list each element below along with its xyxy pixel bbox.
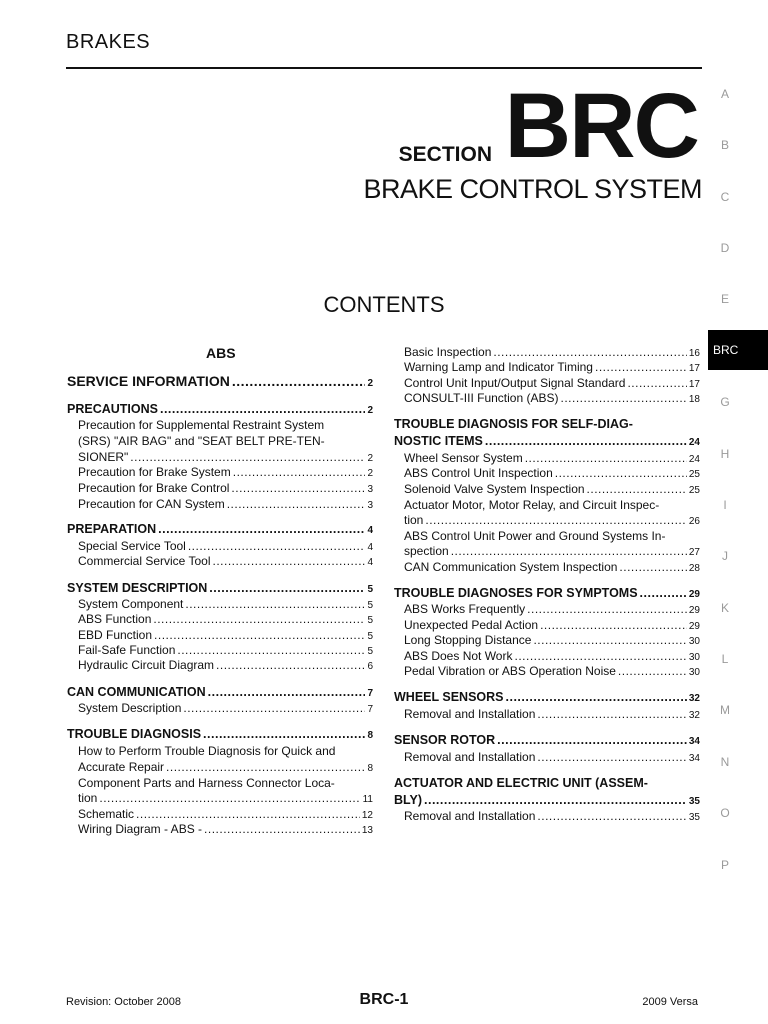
toc-entry-actuator-removal[interactable] (404, 809, 700, 823)
toc-entry-brake-control[interactable] (78, 481, 373, 495)
toc-entry-label: Special Service Tool (78, 539, 186, 553)
toc-entry-schematic[interactable] (78, 807, 373, 821)
toc-entry-label: ABS Works Frequently (404, 602, 526, 616)
toc-entry-page: 4 (367, 557, 373, 568)
toc-entry-system-description[interactable] (67, 581, 373, 595)
toc-entry-page: 18 (688, 394, 700, 405)
toc-entry-label: NOSTIC ITEMS (394, 434, 483, 448)
toc-entry-commercial-tool[interactable] (78, 554, 373, 568)
contents-heading: CONTENTS (323, 292, 445, 317)
toc-entry-page: 17 (688, 379, 700, 390)
toc-entry-label: Precaution for Brake Control (78, 481, 230, 495)
toc-entry-label: Control Unit Input/Output Signal Standard (404, 376, 626, 390)
toc-entry-label: Commercial Service Tool (78, 554, 211, 568)
toc-entry-label: SYSTEM DESCRIPTION (67, 581, 208, 595)
toc-entry-srs-line[interactable]: (SRS) "AIR BAG" and "SEAT BELT PRE-TEN- (78, 434, 325, 448)
toc-entry-can-comm-inspection[interactable] (404, 560, 700, 574)
toc-entry-actuator-unit[interactable] (394, 793, 700, 807)
header-rule (66, 67, 702, 69)
toc-entry-page: 25 (688, 485, 700, 496)
toc-entry-brake-system[interactable] (78, 465, 373, 479)
side-index-letter-i[interactable]: I (723, 498, 727, 512)
toc-entry-label: Unexpected Pedal Action (404, 618, 539, 632)
toc-entry-page: 8 (367, 730, 373, 741)
toc-entry-system-component[interactable] (78, 597, 373, 611)
toc-entry-label: tion (78, 791, 98, 805)
toc-entry-page: 13 (361, 825, 373, 836)
toc-entry-self-diag[interactable] (394, 434, 700, 448)
toc-entry-wheel-sensors[interactable] (394, 690, 700, 704)
toc-entry-actuator-line[interactable]: Actuator Motor, Motor Relay, and Circuit Inspec- (404, 498, 660, 512)
toc-entry-page: 24 (688, 437, 700, 448)
side-index-letter-m[interactable]: M (720, 703, 730, 717)
toc-entry-page: 5 (367, 584, 373, 595)
toc-entry-preparation[interactable] (67, 522, 373, 536)
toc-entry-page: 12 (361, 810, 373, 821)
toc-entry-page: 16 (688, 348, 700, 359)
toc-entry-wheel-removal[interactable] (404, 707, 700, 721)
toc-entry-page: 5 (367, 600, 373, 611)
toc-entry-label: Basic Inspection (404, 345, 492, 359)
toc-entry-component-line[interactable]: Component Parts and Harness Connector Loca- (78, 776, 335, 790)
toc-entry-label: Fail-Safe Function (78, 643, 176, 657)
toc-entry-page: 35 (688, 796, 700, 807)
side-index-letter-j[interactable]: J (722, 549, 728, 563)
section-code: BRC (504, 75, 698, 177)
toc-entry-pedal-vibration[interactable] (404, 664, 700, 678)
toc-entry-page: 30 (688, 636, 700, 647)
toc-entry-label: Solenoid Valve System Inspection (404, 482, 585, 496)
toc-entry-label: SERVICE INFORMATION (67, 373, 230, 389)
toc-entry-label: BLY) (394, 793, 423, 807)
toc-entry-label: TROUBLE DIAGNOSIS (67, 727, 202, 741)
toc-entry-label: Removal and Installation (404, 707, 536, 721)
side-index-letter-l[interactable]: L (721, 652, 729, 666)
toc-entry-wiring-diagram[interactable] (78, 822, 373, 836)
toc-entry-page: 30 (688, 667, 700, 678)
toc-entry-label: Hydraulic Circuit Diagram (78, 658, 215, 672)
toc-entry-long-stopping[interactable] (404, 633, 700, 647)
side-index-letter-n[interactable]: N (720, 755, 730, 769)
running-header: BRAKES (66, 31, 151, 53)
toc-entry-rotor-removal[interactable] (404, 750, 700, 764)
toc-entry-label: ABS Function (78, 612, 152, 626)
toc-entry-page: 29 (688, 605, 700, 616)
toc-entry-page: 30 (688, 652, 700, 663)
toc-entry-abs-cu-inspection[interactable] (404, 466, 700, 480)
toc-entry-component[interactable] (78, 791, 373, 805)
toc-entry-page: 29 (688, 621, 700, 632)
toc-entry-power-ground[interactable] (404, 544, 700, 558)
toc-entry-page: 2 (367, 378, 373, 389)
toc-entry-page: 27 (688, 547, 700, 558)
toc-entry-label: Wiring Diagram - ABS - (78, 822, 203, 836)
toc-category-abs: ABS (206, 345, 236, 361)
toc-entry-sensor-rotor[interactable] (394, 733, 700, 747)
toc-entry-page: 34 (688, 736, 700, 747)
toc-entry-page: 5 (367, 631, 373, 642)
toc-entry-page: 2 (367, 468, 373, 479)
toc-entry-page: 3 (367, 500, 373, 511)
toc-entry-page: 34 (688, 753, 700, 764)
toc-entry-label: CONSULT-III Function (ABS) (404, 391, 559, 405)
toc-entry-works-frequently[interactable] (404, 602, 700, 616)
toc-entry-page: 5 (367, 615, 373, 626)
toc-entry-hydraulic-diagram[interactable] (78, 658, 373, 672)
toc-entry-consult[interactable] (404, 391, 700, 405)
side-index-letter-p[interactable]: P (720, 858, 729, 872)
toc-entry-abs-function[interactable] (78, 612, 373, 626)
toc-entry-failsafe-function[interactable] (78, 643, 373, 657)
toc-entry-page: 3 (367, 484, 373, 495)
footer-page-number: BRC-1 (359, 991, 409, 1008)
toc-entry-label: SIONER" (78, 450, 129, 464)
toc-entry-page: 35 (688, 812, 700, 823)
toc-entry-actuator[interactable] (404, 513, 700, 527)
side-index-letter-e[interactable]: E (720, 292, 729, 306)
toc-entry-label: EBD Function (78, 628, 153, 642)
toc-entry-srs-line[interactable]: Precaution for Supplemental Restraint System (78, 418, 325, 432)
toc-entry-control-unit-io[interactable] (404, 376, 700, 390)
side-index-letter-d[interactable]: D (720, 241, 730, 255)
toc-entry-page: 28 (688, 563, 700, 574)
toc-entry-page: 2 (367, 405, 373, 416)
toc-entry-page: 24 (688, 454, 700, 465)
toc-entry-special-tool[interactable] (78, 539, 373, 553)
toc-entry-page: 29 (688, 589, 700, 600)
toc-entry-wheel-sensor-system[interactable] (404, 451, 700, 465)
side-index-letter-k[interactable]: K (720, 601, 729, 615)
toc-entry-label: ABS Does Not Work (404, 649, 513, 663)
toc-entry-basic-inspection[interactable] (404, 345, 700, 359)
side-index-letter-h[interactable]: H (720, 447, 730, 461)
toc-entry-label: WHEEL SENSORS (394, 690, 504, 704)
toc-entry-page: 6 (367, 661, 373, 672)
toc-entry-self-diag-line[interactable]: TROUBLE DIAGNOSIS FOR SELF-DIAG- (394, 417, 633, 431)
toc-entry-page: 4 (367, 525, 373, 536)
toc-entry-label: tion (404, 513, 424, 527)
toc-entry-can-communication[interactable] (67, 685, 373, 699)
toc-entry-label: spection (404, 544, 449, 558)
toc-entry-actuator-unit-line[interactable]: ACTUATOR AND ELECTRIC UNIT (ASSEM- (394, 776, 648, 790)
side-index-letter-a[interactable]: A (720, 87, 729, 101)
toc-entry-page: 32 (688, 693, 700, 704)
toc-entry-ebd-function[interactable] (78, 628, 373, 642)
toc-entry-perform[interactable] (78, 760, 373, 774)
toc-entry-page: 5 (367, 646, 373, 657)
toc-entry-label: Precaution for CAN System (78, 497, 225, 511)
toc-entry-label: Schematic (78, 807, 135, 821)
footer-revision: Revision: October 2008 (66, 996, 181, 1008)
toc-entry-page: 32 (688, 710, 700, 721)
toc-entry-trouble-diagnosis[interactable] (67, 727, 373, 741)
toc-entry-label: PRECAUTIONS (67, 402, 158, 416)
toc-entry-warning-lamp[interactable] (404, 360, 700, 374)
side-index-letter-c[interactable]: C (720, 190, 730, 204)
section-title: BRAKE CONTROL SYSTEM (363, 174, 702, 204)
toc-entry-label: CAN Communication System Inspection (404, 560, 618, 574)
side-index-letter-g[interactable]: G (720, 395, 730, 409)
toc-entry-power-ground-line[interactable]: ABS Control Unit Power and Ground Systems In- (404, 529, 666, 543)
toc-entry-solenoid-valve[interactable] (404, 482, 700, 496)
toc-entry-page: 11 (362, 794, 373, 805)
toc-entry-page: 8 (367, 763, 373, 774)
toc-entry-can-system-description[interactable] (78, 701, 373, 715)
toc-entry-can-system[interactable] (78, 497, 373, 511)
side-index-active-tab[interactable]: BRC (708, 330, 768, 370)
toc-entry-label: Removal and Installation (404, 750, 536, 764)
toc-entry-page: 26 (688, 516, 700, 527)
toc-entry-srs[interactable] (78, 450, 373, 464)
toc-entry-label: Removal and Installation (404, 809, 536, 823)
side-index-letter-o[interactable]: O (720, 806, 730, 820)
toc-entry-service-information[interactable] (67, 373, 373, 389)
toc-entry-label: CAN COMMUNICATION (67, 685, 206, 699)
toc-entry-label: Pedal Vibration or ABS Operation Noise (404, 664, 616, 678)
toc-entry-unexpected-pedal[interactable] (404, 618, 700, 632)
toc-entry-page: 2 (367, 453, 373, 464)
toc-entry-label: ABS Control Unit Inspection (404, 466, 553, 480)
toc-entry-page: 25 (688, 469, 700, 480)
toc-entry-page: 17 (688, 363, 700, 374)
toc-entry-abs-not-work[interactable] (404, 649, 700, 663)
toc-entry-perform-line[interactable]: How to Perform Trouble Diagnosis for Quick and (78, 744, 336, 758)
toc-entry-label: Wheel Sensor System (404, 451, 523, 465)
toc-entry-page: 7 (367, 704, 373, 715)
toc-entry-label: TROUBLE DIAGNOSES FOR SYMPTOMS (394, 586, 638, 600)
toc-entry-label: SENSOR ROTOR (394, 733, 496, 747)
toc-entry-label: PREPARATION (67, 522, 157, 536)
toc-entry-label: Accurate Repair (78, 760, 165, 774)
toc-entry-page: 4 (367, 542, 373, 553)
section-label: SECTION (398, 143, 492, 166)
toc-entry-label: System Component (78, 597, 184, 611)
footer-model: 2009 Versa (642, 996, 698, 1008)
toc-entry-precautions[interactable] (67, 402, 373, 416)
toc-entry-label: Precaution for Brake System (78, 465, 231, 479)
side-index-letter-b[interactable]: B (720, 138, 729, 152)
toc-entry-label: Long Stopping Distance (404, 633, 532, 647)
toc-entry-symptoms[interactable] (394, 586, 700, 600)
toc-entry-label: System Description (78, 701, 182, 715)
toc-entry-page: 7 (367, 688, 373, 699)
toc-entry-label: Warning Lamp and Indicator Timing (404, 360, 593, 374)
